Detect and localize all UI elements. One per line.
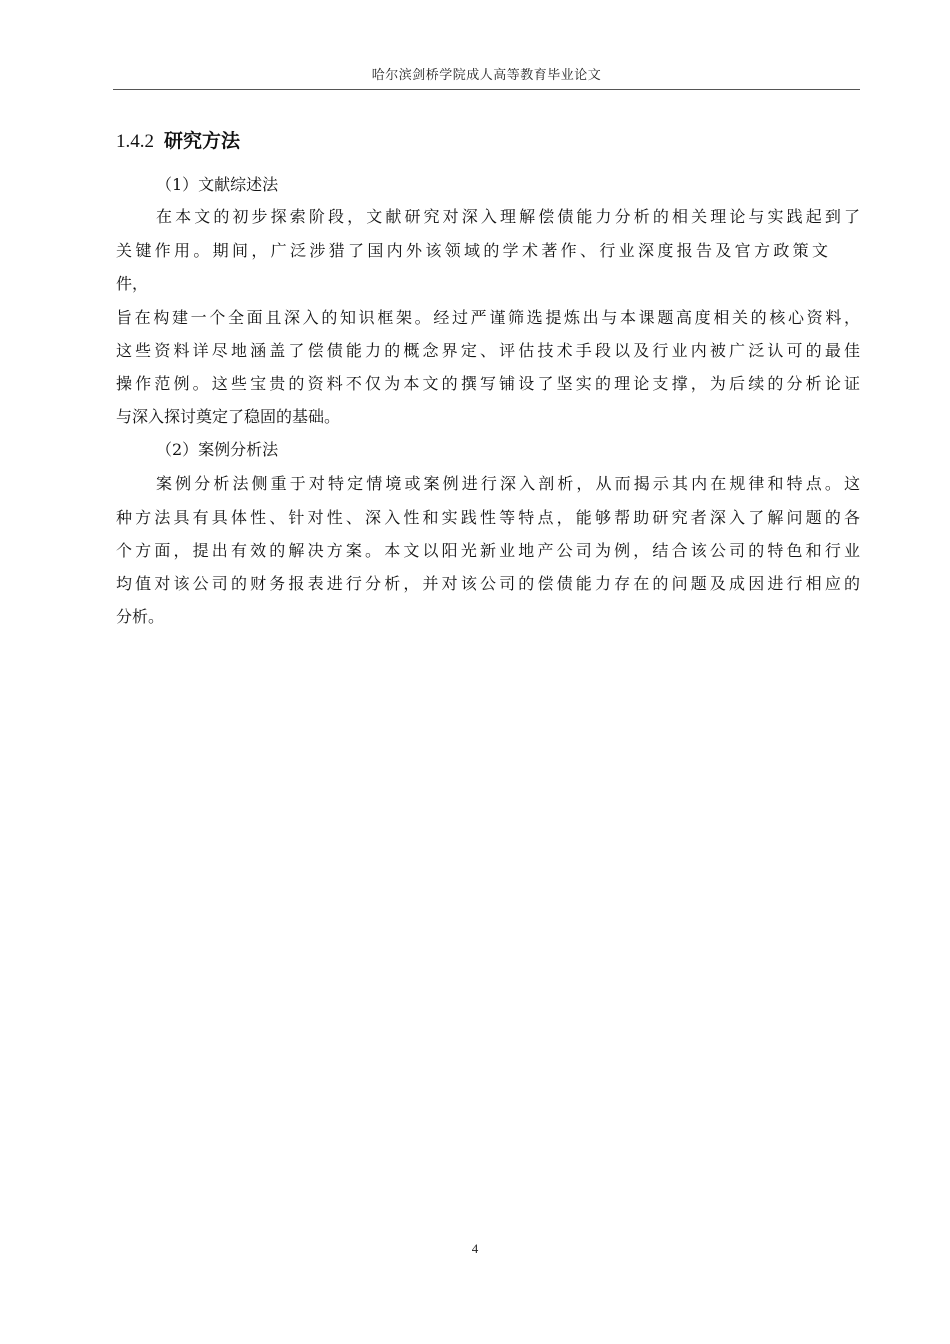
method-2-line: 种方法具有具体性、针对性、深入性和实践性等特点，能够帮助研究者深入了解问题的各 <box>116 508 860 527</box>
method-2-line: 案例分析法侧重于对特定情境或案例进行深入剖析，从而揭示其内在规律和特点。这 <box>156 474 860 493</box>
method-1-heading: （1）文献综述法 <box>156 175 279 194</box>
method-2-line: 分析。 <box>116 607 165 626</box>
running-header: 哈尔滨剑桥学院成人高等教育毕业论文 <box>371 68 602 83</box>
page-number: 4 <box>471 1241 479 1256</box>
method-1-line: 这些资料详尽地涵盖了偿债能力的概念界定、评估技术手段以及行业内被广泛认可的最佳 <box>116 341 860 360</box>
section-title: 研究方法 <box>164 130 241 152</box>
method-1-line: 旨在构建一个全面且深入的知识框架。经过严谨筛选提炼出与本课题高度相关的核心资料， <box>116 308 860 327</box>
method-2-line: 个方面，提出有效的解决方案。本文以阳光新业地产公司为例，结合该公司的特色和行业 <box>116 541 860 560</box>
section-heading <box>116 126 240 153</box>
header-rule <box>113 89 860 90</box>
method-1-line: 操作范例。这些宝贵的资料不仅为本文的撰写铺设了坚实的理论支撑，为后续的分析论证 <box>116 374 860 393</box>
method-1-line: 与深入探讨奠定了稳固的基础。 <box>116 407 341 426</box>
method-1-line: 在本文的初步探索阶段，文献研究对深入理解偿债能力分析的相关理论与实践起到了 <box>156 207 860 226</box>
method-1-line: 件， <box>116 274 149 293</box>
section-number: 1.4.2 <box>116 131 154 152</box>
method-1-line: 关键作用。期间，广泛涉猎了国内外该领域的学术著作、行业深度报告及官方政策文 <box>116 241 828 260</box>
method-2-line: 均值对该公司的财务报表进行分析，并对该公司的偿债能力存在的问题及成因进行相应的 <box>116 574 860 593</box>
method-2-heading: （2）案例分析法 <box>156 440 279 459</box>
